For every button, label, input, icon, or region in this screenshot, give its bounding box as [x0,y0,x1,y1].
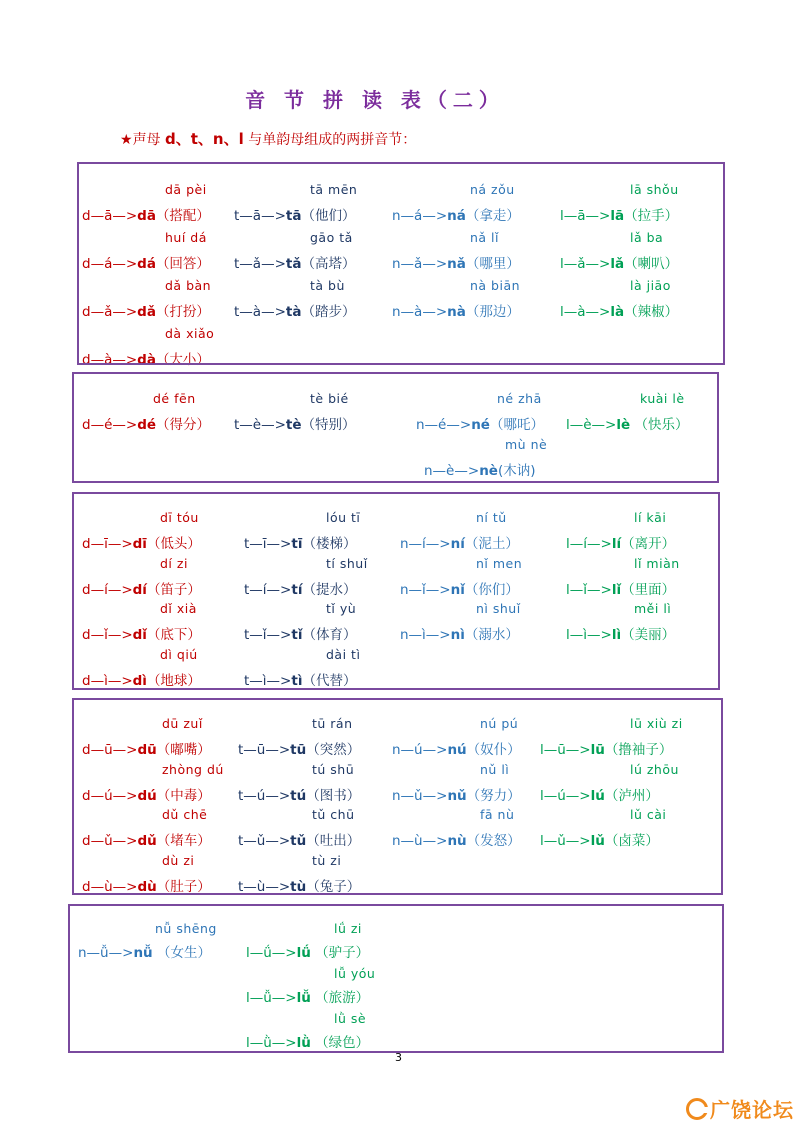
pinyin-word: dū zuǐ [162,716,203,731]
formula-parts: n—ǎ—> [392,256,448,272]
chinese-word: （美丽） [621,627,676,643]
chinese-word: （打扮） [155,304,210,320]
pinyin-word: tǐ yù [326,601,357,616]
syllable: nì [450,627,465,643]
formula-parts: l—ǘ—> [246,945,297,961]
pinyin-word: dà xiǎo [165,326,215,341]
chinese-word: （里面） [621,581,676,598]
formula-parts: l—ā—> [560,208,611,224]
pinyin-word: mù nè [505,437,548,452]
pinyin-word: tú shū [312,761,355,777]
syllable-table-box [72,492,720,690]
syllable: dú [137,787,157,804]
syllable-table-box [68,904,724,1053]
pinyin-word: ná zǒu [470,182,515,197]
chinese-word: （笛子） [146,581,201,598]
pinyin-word: lóu tī [326,510,361,525]
formula-parts: t—ǐ—> [244,627,292,643]
syllable: lǘ [296,945,311,961]
subtitle-prefix: 声母 [132,132,166,148]
pinyin-word: là jiāo [630,278,671,293]
formula-parts: t—ǔ—> [238,833,291,849]
formula-parts: l—à—> [560,304,611,320]
formula-parts: t—ì—> [244,672,292,689]
chinese-word: （那边） [465,304,520,320]
formula-parts: t—à—> [234,304,286,320]
formula-parts: n—í—> [400,536,451,552]
syllable: dà [137,352,156,368]
formula-parts: n—ǚ—> [78,945,134,961]
syllable: dǎ [137,304,156,320]
syllable: tǐ [291,627,303,643]
chinese-word: （大小） [155,352,210,368]
syllable: lú [590,787,605,804]
pinyin-word: dí zi [160,555,188,571]
formula-parts: d—é—> [82,417,138,433]
star-icon: ★ [120,132,133,148]
chinese-word: （地球） [146,672,201,689]
chinese-word: （中毒） [156,787,211,804]
chinese-word: （堵车） [156,833,211,849]
syllable: lí [611,536,622,552]
formula-parts: d—à—> [82,352,138,368]
pinyin-word: dǐ xià [160,601,197,616]
chinese-word: （嘟嘴） [156,742,211,758]
formula-parts: t—ī—> [244,536,292,552]
chinese-word: （快乐） [630,417,689,433]
subtitle-suffix: 与单韵母组成的两拼音节： [243,132,417,148]
pinyin-word: lā shǒu [630,182,679,197]
pinyin-word: lū xiù zi [630,716,683,731]
syllable-table-box [77,162,725,365]
pinyin-word: nà biān [470,278,521,293]
syllable: nǐ [450,581,465,598]
chinese-word: （兔子） [306,878,361,895]
chinese-word: （卤菜） [604,833,659,849]
syllable: dǐ [132,627,147,643]
syllable: dǔ [137,833,157,849]
formula-parts: l—ì—> [566,627,612,643]
syllable-table-box [72,372,719,483]
chinese-word: （拿走） [465,208,520,224]
syllable: lǜ [296,1035,311,1051]
syllable: lā [610,208,625,224]
pinyin-word: lǜ sè [334,1011,367,1026]
syllable: tú [290,787,307,804]
chinese-word: （他们） [301,208,356,224]
chinese-word: （绿色） [310,1035,370,1051]
formula-parts: n—ǐ—> [400,581,451,598]
pinyin-word: fā nù [480,807,515,822]
chinese-word: （体育） [302,627,357,643]
syllable: dū [137,742,157,758]
pinyin-word: tà bù [310,278,345,293]
pinyin-word: tù zi [312,852,342,868]
formula-parts: l—ǚ—> [246,990,297,1006]
formula-parts: l—ǎ—> [560,256,611,272]
pinyin-word: lǚ yóu [334,966,376,981]
pinyin-word: dā pèi [165,182,207,197]
pinyin-word: dé fēn [153,391,196,406]
pinyin-word: nǚ shēng [155,921,217,936]
pinyin-word: dì qiú [160,646,198,662]
chinese-word: （旅游） [310,990,370,1006]
syllable: nú [447,742,467,758]
syllable: lì [611,627,622,643]
pinyin-word: gāo tǎ [310,230,353,245]
watermark-logo [686,1094,794,1123]
pinyin-word: dǎ bàn [165,278,212,293]
formula-parts: n—ú—> [392,742,448,758]
chinese-word: （努力） [466,787,521,804]
syllable: dā [137,208,156,224]
formula-parts: n—é—> [416,417,472,433]
chinese-word: （楼梯） [302,536,357,552]
chinese-word: (木讷) [497,463,536,479]
formula-parts: n—à—> [392,304,448,320]
chinese-word: （回答） [155,256,210,272]
pinyin-word: nǎ lǐ [470,230,500,245]
syllable: dì [132,672,147,689]
pinyin-word: ní tǔ [476,510,507,525]
syllable: dí [132,581,147,598]
syllable: tì [291,672,303,689]
syllable: lǐ [611,581,622,598]
chinese-word: （搭配） [155,208,210,224]
syllable: dī [132,536,147,552]
chinese-word: （得分） [156,417,211,433]
chinese-word: （奴仆） [466,742,521,758]
formula-parts: d—ú—> [82,787,138,804]
chinese-word: （女生） [152,945,211,961]
formula-parts: d—ǔ—> [82,833,138,849]
syllable: lū [590,742,605,758]
syllable: dá [137,256,156,272]
syllable: là [610,304,625,320]
pinyin-word: tā mēn [310,182,358,197]
formula-parts: l—ū—> [540,742,591,758]
page-title: 音 节 拼 读 表（二） [245,88,505,112]
formula-parts: d—ì—> [82,672,133,689]
chinese-word: （撸袖子） [604,742,673,758]
syllable: tǎ [285,256,302,272]
watermark-text: 广饶论坛 [710,1098,794,1122]
subtitle-letters: d、t、n、l [165,130,244,148]
pinyin-word: nǐ men [476,555,523,571]
pinyin-word: lǘ zi [334,921,362,936]
pinyin-word: lǔ cài [630,807,667,822]
pinyin-word: dǔ chē [162,807,208,822]
syllable: tī [291,536,303,552]
syllable: nǔ [447,787,467,804]
chinese-word: （拉手） [624,208,679,224]
formula-parts: d—í—> [82,581,133,598]
formula-parts: n—ǔ—> [392,787,448,804]
pinyin-word: tǔ chū [312,807,355,822]
pinyin-word: né zhā [497,391,542,406]
pinyin-word: dī tóu [160,510,199,525]
formula-parts: d—á—> [82,256,138,272]
formula-parts: l—ǐ—> [566,581,612,598]
pinyin-word: nǔ lì [480,761,510,777]
formula-parts: l—ú—> [540,787,591,804]
chinese-word: （图书） [306,787,361,804]
formula-parts: l—è—> [566,417,617,433]
formula-parts: d—ī—> [82,536,133,552]
pinyin-word: tū rán [312,716,353,731]
formula-parts: t—ǎ—> [234,256,286,272]
formula-parts: d—ū—> [82,742,138,758]
syllable: tū [290,742,307,758]
chinese-word: （低头） [146,536,201,552]
formula-parts: n—è—> [424,463,480,479]
syllable: ní [450,536,465,552]
syllable: tí [291,581,303,598]
syllable: nù [447,833,467,849]
syllable: né [471,417,490,433]
formula-parts: l—ǔ—> [540,833,591,849]
chinese-word: （踏步） [301,304,356,320]
formula-parts: d—ǐ—> [82,627,133,643]
chinese-word: （你们） [464,581,519,598]
formula-parts: t—ù—> [238,878,291,895]
pinyin-word: tí shuǐ [326,555,368,571]
syllable: tè [285,417,302,433]
formula-parts: l—ǜ—> [246,1035,297,1051]
syllable: lè [616,417,631,433]
page-number: 3 [395,1051,402,1064]
formula-parts: t—í—> [244,581,292,598]
formula-parts: d—ā—> [82,208,138,224]
syllable-table-box [72,698,723,895]
pinyin-word: dài tì [326,646,361,662]
pinyin-word: lǎ ba [630,230,664,245]
chinese-word: （泸州） [604,787,659,804]
chinese-word: （溺水） [464,627,519,643]
pinyin-word: nú pú [480,716,519,731]
chinese-word: （哪里） [465,256,520,272]
syllable: tā [285,208,302,224]
syllable: tù [290,878,307,895]
chinese-word: （高塔） [301,256,356,272]
chinese-word: （特别） [301,417,356,433]
pinyin-word: kuài lè [640,391,685,406]
syllable: lǔ [590,833,605,849]
formula-parts: n—á—> [392,208,448,224]
pinyin-word: měi lì [634,601,672,616]
formula-parts: t—ū—> [238,742,291,758]
pinyin-word: lú zhōu [630,761,679,777]
logo-icon [686,1098,708,1120]
syllable: tà [285,304,302,320]
syllable: lǎ [610,256,625,272]
pinyin-word: dù zi [162,852,195,868]
chinese-word: （发怒） [466,833,521,849]
formula-parts: n—ù—> [392,833,448,849]
pinyin-word: lí kāi [634,510,667,525]
pinyin-word: tè bié [310,391,349,406]
formula-parts: t—ā—> [234,208,286,224]
syllable: nǚ [133,945,153,961]
chinese-word: （泥土） [464,536,519,552]
formula-parts: n—ì—> [400,627,451,643]
chinese-word: （喇叭） [624,256,679,272]
syllable: nè [479,463,498,479]
pinyin-word: zhòng dú [162,761,224,777]
chinese-word: （代替） [302,672,357,689]
formula-parts: d—ù—> [82,878,138,895]
syllable: dé [137,417,157,433]
chinese-word: （驴子） [310,945,370,961]
chinese-word: （底下） [146,627,201,643]
syllable: nà [447,304,466,320]
chinese-word: （离开） [621,536,676,552]
syllable: ná [447,208,466,224]
chinese-word: （提水） [302,581,357,598]
pinyin-word: nì shuǐ [476,601,521,616]
syllable: tǔ [290,833,307,849]
pinyin-word: lǐ miàn [634,555,680,571]
pinyin-word: huí dá [165,230,207,245]
formula-parts: t—ú—> [238,787,291,804]
chinese-word: （吐出） [306,833,361,849]
formula-parts: d—ǎ—> [82,304,138,320]
formula-parts: t—è—> [234,417,286,433]
syllable: lǚ [296,990,311,1006]
section-subtitle [120,128,416,149]
chinese-word: （突然） [306,742,361,758]
syllable: dù [137,878,157,895]
chinese-word: （肚子） [156,878,211,895]
syllable: nǎ [447,256,466,272]
chinese-word: （哪吒） [489,417,544,433]
formula-parts: l—í—> [566,536,612,552]
chinese-word: （辣椒） [624,304,679,320]
